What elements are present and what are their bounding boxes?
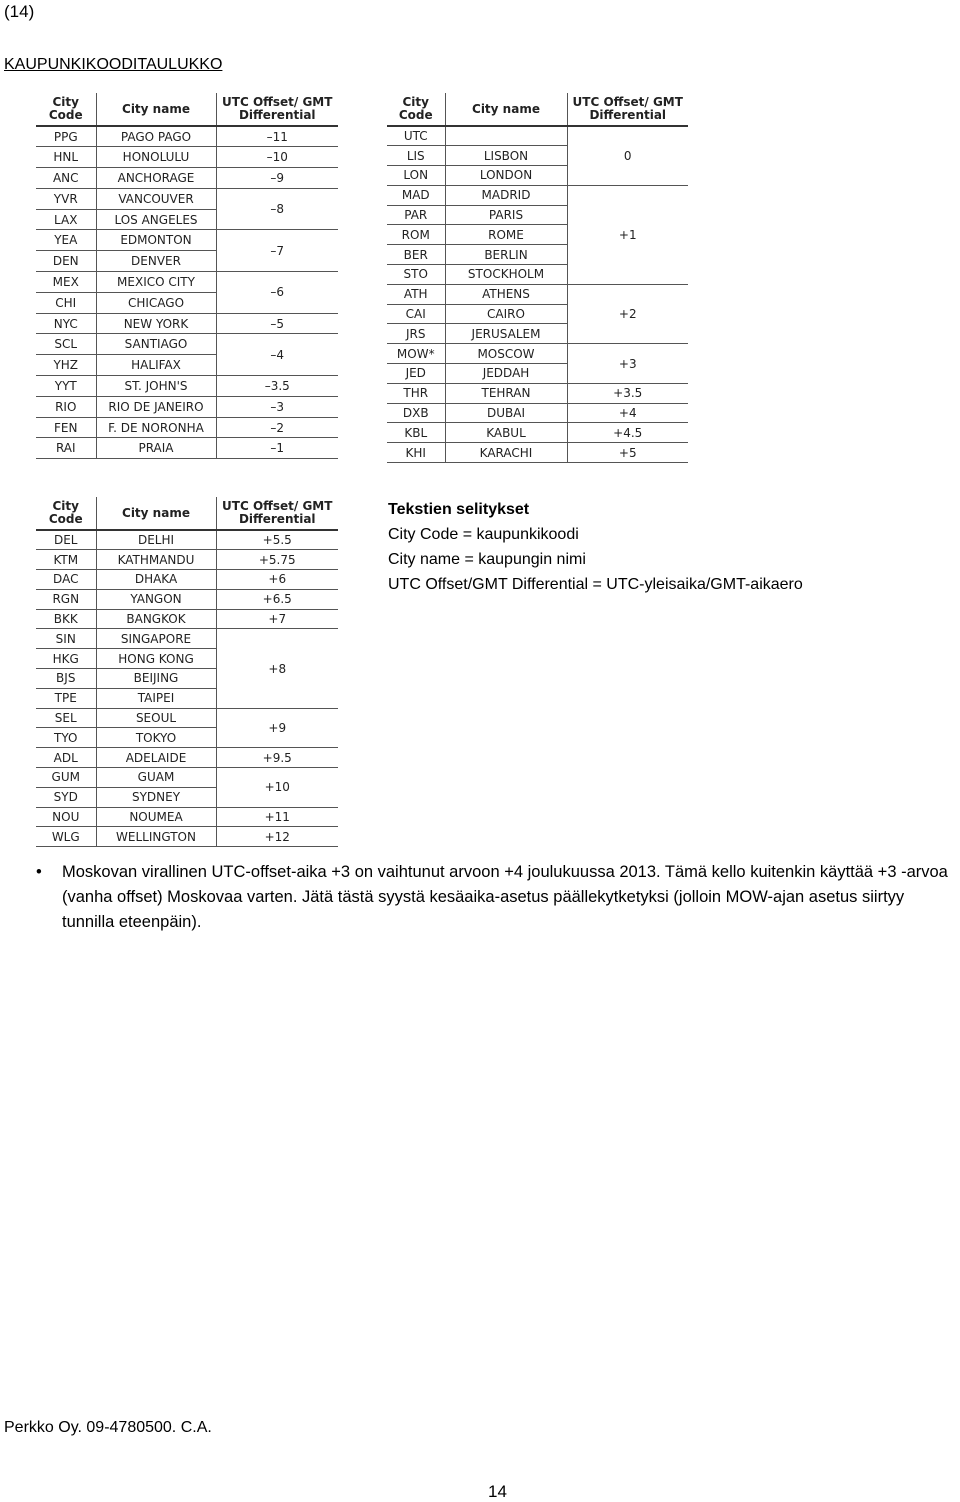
table-row: [36, 396, 338, 417]
city-name-cell: BANGKOK: [96, 609, 216, 629]
city-code-cell: MEX: [36, 272, 96, 293]
legend-line: City name = kaupungin nimi: [388, 551, 586, 568]
city-name-cell: HONOLULU: [96, 147, 216, 168]
city-code-cell: RAI: [36, 438, 96, 459]
city-name-cell: DELHI: [96, 530, 216, 550]
table-row: [36, 748, 338, 768]
note-text: Moskovan virallinen UTC-offset-aika +3 on vaihtunut arvoon +4 joulukuussa 2013. Tämä kello kuitenkin käyttää +3 -arvoa (vanha offset) Moskovaa varten. Jätä tästä syystä kesäaika-asetus päällekytketyksi (jolloin MOW-ajan asetus siirtyy tunnilla eteenpäin).: [62, 863, 948, 931]
utc-offset-cell: –6: [216, 272, 338, 314]
city-name-cell: MEXICO CITY: [96, 272, 216, 293]
utc-offset-cell: –3.5: [216, 376, 338, 397]
city-code-cell: MOW*: [387, 344, 445, 364]
city-code-cell: LAX: [36, 209, 96, 230]
city-name-cell: TOKYO: [96, 728, 216, 748]
city-name-cell: CHICAGO: [96, 292, 216, 313]
table-row: [387, 126, 688, 146]
city-code-cell: BER: [387, 245, 445, 265]
header-city-code: City Code: [36, 497, 96, 530]
city-name-cell: EDMONTON: [96, 230, 216, 251]
table-row: [36, 589, 338, 609]
table-row: [36, 376, 338, 397]
legend-title: Tekstien selitykset: [388, 501, 530, 518]
city-code-cell: ATH: [387, 284, 445, 304]
legend-line: UTC Offset/GMT Differential = UTC-yleisaika/GMT-aikaero: [388, 576, 803, 593]
city-code-cell: DAC: [36, 570, 96, 590]
city-name-cell: HONG KONG: [96, 649, 216, 669]
table-row: [36, 438, 338, 459]
city-name-cell: LONDON: [445, 166, 567, 186]
city-code-cell: BKK: [36, 609, 96, 629]
utc-offset-cell: +5.5: [216, 530, 338, 550]
utc-offset-cell: –5: [216, 313, 338, 334]
utc-offset-cell: +3: [567, 344, 688, 384]
city-code-cell: RGN: [36, 589, 96, 609]
utc-offset-cell: –2: [216, 417, 338, 438]
header-city-name: City name: [445, 93, 567, 126]
city-name-cell: ATHENS: [445, 284, 567, 304]
city-code-cell: SIN: [36, 629, 96, 649]
table-row: [387, 185, 688, 205]
table-row: [36, 570, 338, 590]
city-code-cell: RIO: [36, 396, 96, 417]
header-utc-offset: UTC Offset/ GMT Differential: [216, 93, 338, 126]
city-code-cell: CAI: [387, 304, 445, 324]
city-name-cell: KARACHI: [445, 443, 567, 463]
city-code-cell: ADL: [36, 748, 96, 768]
table-row: [387, 284, 688, 304]
city-code-cell: YEA: [36, 230, 96, 251]
city-code-cell: KBL: [387, 423, 445, 443]
city-code-cell: DEN: [36, 251, 96, 272]
utc-offset-cell: –10: [216, 147, 338, 168]
city-name-cell: NOUMEA: [96, 807, 216, 827]
city-code-cell: SCL: [36, 334, 96, 355]
city-name-cell: LISBON: [445, 146, 567, 166]
header-utc-offset: UTC Offset/ GMT Differential: [567, 93, 688, 126]
utc-offset-cell: +11: [216, 807, 338, 827]
table-row: [387, 423, 688, 443]
city-name-cell: VANCOUVER: [96, 188, 216, 209]
table-row: [36, 530, 338, 550]
city-code-cell: TYO: [36, 728, 96, 748]
city-code-cell: JRS: [387, 324, 445, 344]
city-code-cell: YYT: [36, 376, 96, 397]
city-name-cell: SEOUL: [96, 708, 216, 728]
table-body: [36, 126, 338, 459]
city-name-cell: SANTIAGO: [96, 334, 216, 355]
header-utc-offset: UTC Offset/ GMT Differential: [216, 497, 338, 530]
table-row: [36, 629, 338, 649]
legend: [388, 497, 803, 597]
city-name-cell: BEIJING: [96, 669, 216, 689]
city-name-cell: PRAIA: [96, 438, 216, 459]
city-code-cell: NYC: [36, 313, 96, 334]
city-name-cell: ANCHORAGE: [96, 168, 216, 189]
city-code-cell: CHI: [36, 292, 96, 313]
city-code-cell: HKG: [36, 649, 96, 669]
utc-offset-cell: 0: [567, 126, 688, 185]
utc-offset-cell: –3: [216, 396, 338, 417]
header-city-name: City name: [96, 93, 216, 126]
city-name-cell: JEDDAH: [445, 364, 567, 384]
city-name-cell: F. DE NORONHA: [96, 417, 216, 438]
utc-offset-cell: +10: [216, 768, 338, 808]
city-code-cell: HNL: [36, 147, 96, 168]
utc-offset-cell: –1: [216, 438, 338, 459]
city-code-cell: SYD: [36, 787, 96, 807]
city-code-cell: GUM: [36, 768, 96, 788]
table-row: [36, 313, 338, 334]
city-code-cell: DEL: [36, 530, 96, 550]
page-title: KAUPUNKIKOODITAULUKKO: [4, 56, 223, 73]
city-name-cell: CAIRO: [445, 304, 567, 324]
city-code-table-3: [36, 497, 338, 847]
city-name-cell: LOS ANGELES: [96, 209, 216, 230]
header-city-code: City Code: [387, 93, 445, 126]
city-code-cell: ANC: [36, 168, 96, 189]
utc-offset-cell: +9.5: [216, 748, 338, 768]
city-name-cell: GUAM: [96, 768, 216, 788]
utc-offset-cell: +1: [567, 185, 688, 284]
utc-offset-cell: +12: [216, 827, 338, 847]
city-name-cell: SYDNEY: [96, 787, 216, 807]
city-name-cell: BERLIN: [445, 245, 567, 265]
header-city-name: City name: [96, 497, 216, 530]
city-name-cell: YANGON: [96, 589, 216, 609]
city-code-cell: DXB: [387, 403, 445, 423]
legend-line: City Code = kaupunkikoodi: [388, 526, 579, 543]
table-body: [36, 530, 338, 847]
city-name-cell: WELLINGTON: [96, 827, 216, 847]
city-code-cell: NOU: [36, 807, 96, 827]
utc-offset-cell: –4: [216, 334, 338, 376]
table-row: [36, 126, 338, 147]
city-code-cell: LIS: [387, 146, 445, 166]
table-row: [36, 807, 338, 827]
utc-offset-cell: –8: [216, 188, 338, 230]
city-name-cell: KATHMANDU: [96, 550, 216, 570]
city-name-cell: NEW YORK: [96, 313, 216, 334]
city-code-cell: SEL: [36, 708, 96, 728]
city-name-cell: TAIPEI: [96, 688, 216, 708]
utc-offset-cell: +5: [567, 443, 688, 463]
utc-offset-cell: +4.5: [567, 423, 688, 443]
city-name-cell: DENVER: [96, 251, 216, 272]
table-row: [36, 708, 338, 728]
city-name-cell: ST. JOHN'S: [96, 376, 216, 397]
table-row: [36, 609, 338, 629]
city-name-cell: MOSCOW: [445, 344, 567, 364]
table-row: [36, 168, 338, 189]
city-name-cell: DUBAI: [445, 403, 567, 423]
utc-offset-cell: +8: [216, 629, 338, 708]
utc-offset-cell: +7: [216, 609, 338, 629]
table-body: [387, 126, 688, 463]
utc-offset-cell: +9: [216, 708, 338, 748]
utc-offset-cell: –11: [216, 126, 338, 147]
city-name-cell: KABUL: [445, 423, 567, 443]
table-row: [387, 344, 688, 364]
footer-company: Perkko Oy. 09-4780500. C.A.: [4, 1419, 212, 1436]
bullet-icon: •: [36, 863, 42, 881]
table-row: [36, 417, 338, 438]
city-name-cell: RIO DE JANEIRO: [96, 396, 216, 417]
city-code-cell: BJS: [36, 669, 96, 689]
city-name-cell: MADRID: [445, 185, 567, 205]
table-row: [36, 230, 338, 251]
utc-offset-cell: –9: [216, 168, 338, 189]
table-row: [36, 272, 338, 293]
utc-offset-cell: +5.75: [216, 550, 338, 570]
city-code-cell: KTM: [36, 550, 96, 570]
table-row: [36, 550, 338, 570]
table-row: [36, 827, 338, 847]
note: [36, 860, 960, 935]
city-name-cell: [445, 126, 567, 146]
city-code-cell: UTC: [387, 126, 445, 146]
page-label: (14): [4, 2, 35, 21]
table-row: [36, 334, 338, 355]
city-code-cell: KHI: [387, 443, 445, 463]
city-code-table-1: [36, 93, 338, 459]
city-code-cell: YHZ: [36, 355, 96, 376]
city-code-cell: PPG: [36, 126, 96, 147]
city-code-cell: ROM: [387, 225, 445, 245]
city-name-cell: DHAKA: [96, 570, 216, 590]
utc-offset-cell: +3.5: [567, 383, 688, 403]
city-name-cell: TEHRAN: [445, 383, 567, 403]
city-code-table-2: [387, 93, 688, 463]
header-city-code: City Code: [36, 93, 96, 126]
city-code-cell: WLG: [36, 827, 96, 847]
utc-offset-cell: +6.5: [216, 589, 338, 609]
utc-offset-cell: +4: [567, 403, 688, 423]
city-name-cell: PARIS: [445, 205, 567, 225]
city-code-cell: TPE: [36, 688, 96, 708]
city-name-cell: JERUSALEM: [445, 324, 567, 344]
city-code-cell: LON: [387, 166, 445, 186]
page-number: 14: [488, 1482, 507, 1501]
city-name-cell: HALIFAX: [96, 355, 216, 376]
city-name-cell: ROME: [445, 225, 567, 245]
city-code-cell: STO: [387, 265, 445, 285]
table-row: [36, 188, 338, 209]
table-row: [387, 383, 688, 403]
table-row: [36, 147, 338, 168]
city-code-cell: JED: [387, 364, 445, 384]
city-name-cell: SINGAPORE: [96, 629, 216, 649]
city-code-cell: YVR: [36, 188, 96, 209]
city-name-cell: ADELAIDE: [96, 748, 216, 768]
city-name-cell: STOCKHOLM: [445, 265, 567, 285]
utc-offset-cell: –7: [216, 230, 338, 272]
utc-offset-cell: +6: [216, 570, 338, 590]
city-code-cell: THR: [387, 383, 445, 403]
city-name-cell: PAGO PAGO: [96, 126, 216, 147]
city-code-cell: MAD: [387, 185, 445, 205]
table-row: [387, 403, 688, 423]
city-code-cell: FEN: [36, 417, 96, 438]
city-code-cell: PAR: [387, 205, 445, 225]
table-row: [36, 768, 338, 788]
utc-offset-cell: +2: [567, 284, 688, 343]
table-row: [387, 443, 688, 463]
